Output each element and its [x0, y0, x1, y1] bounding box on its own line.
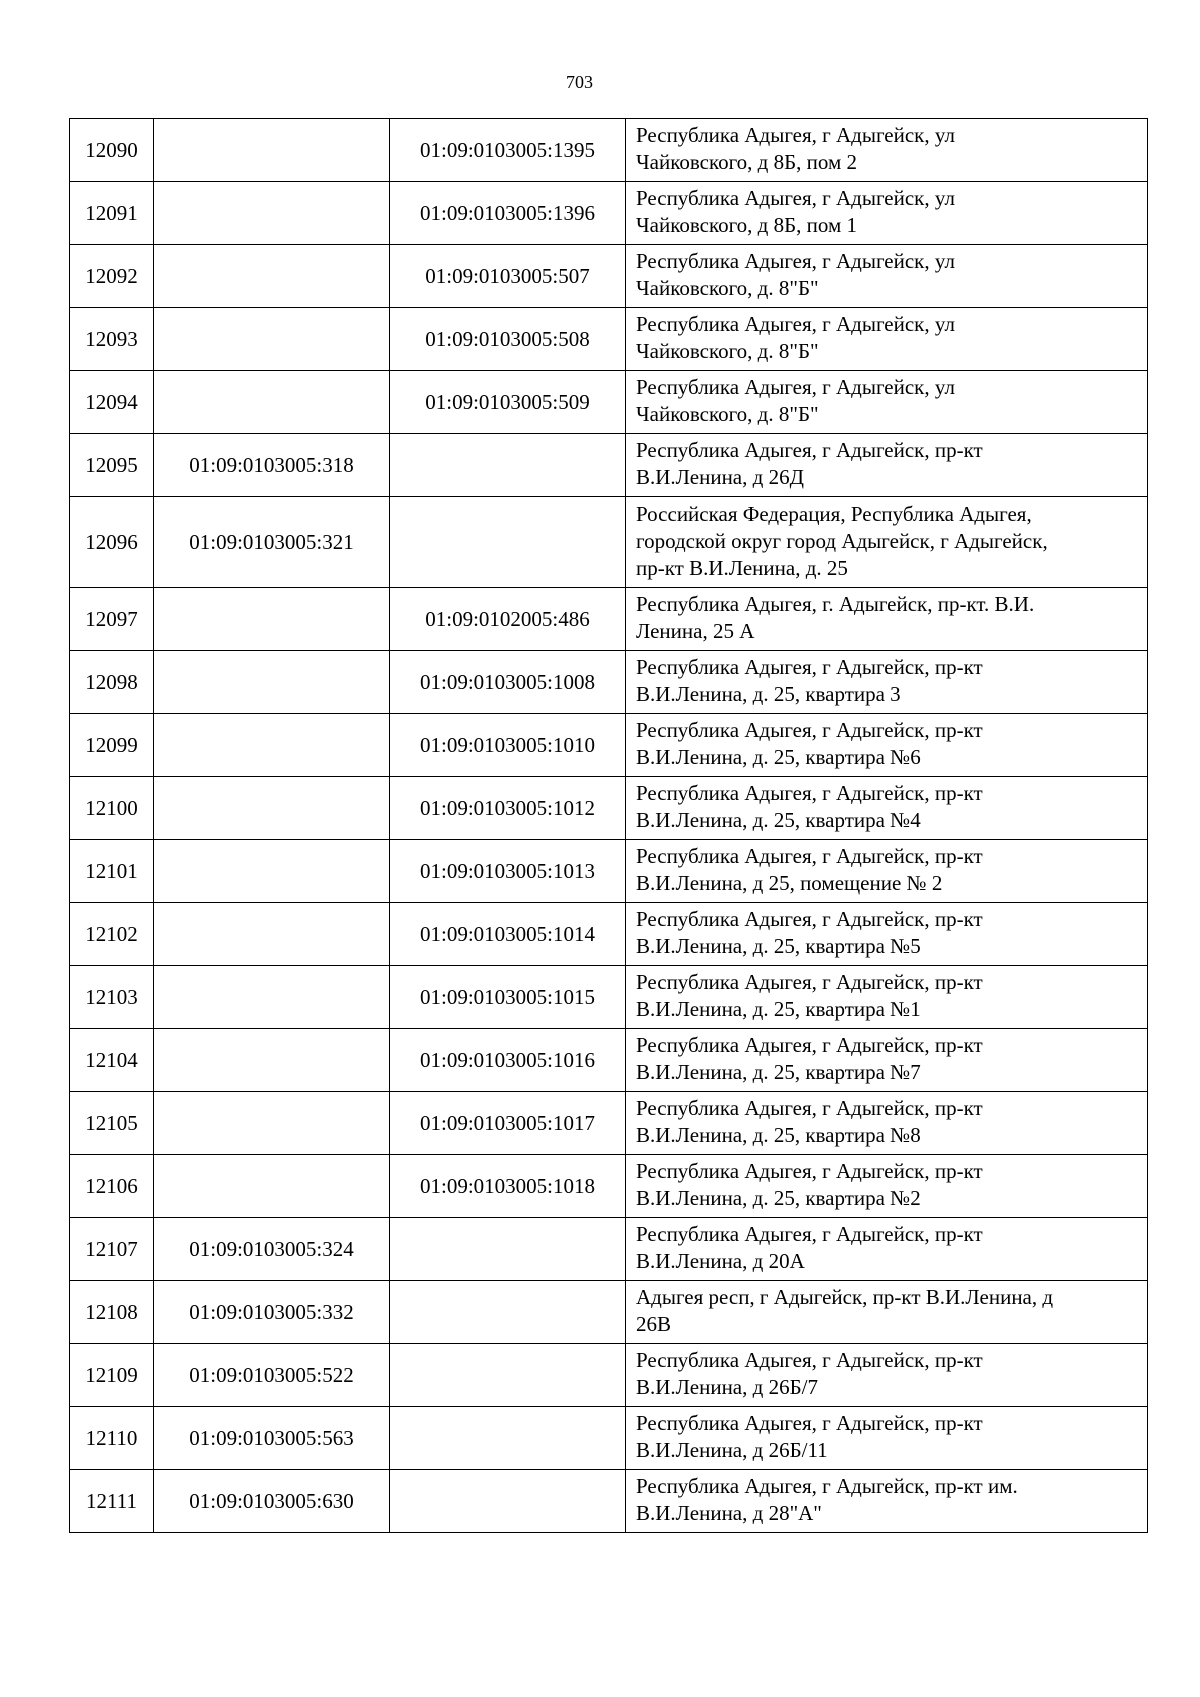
object-cadastral-number-cell — [390, 497, 626, 588]
land-cadastral-number-cell — [154, 245, 390, 308]
address-line: Республика Адыгея, г Адыгейск, ул — [636, 312, 955, 336]
row-number-cell: 12090 — [70, 119, 154, 182]
object-cadastral-number-cell: 01:09:0102005:486 — [390, 588, 626, 651]
address-cell — [626, 1344, 1148, 1407]
address-line: Республика Адыгея, г Адыгейск, ул — [636, 186, 955, 210]
object-cadastral-number-cell: 01:09:0103005:1018 — [390, 1155, 626, 1218]
row-number-cell: 12102 — [70, 903, 154, 966]
table-row — [70, 497, 1148, 588]
address-line: Республика Адыгея, г Адыгейск, пр-кт — [636, 1222, 983, 1246]
object-cadastral-number-cell — [390, 1470, 626, 1533]
object-cadastral-number-cell: 01:09:0103005:1395 — [390, 119, 626, 182]
address-line: В.И.Ленина, д 28"А" — [636, 1501, 822, 1525]
address-cell — [626, 434, 1148, 497]
row-number-cell: 12100 — [70, 777, 154, 840]
address-line: 26В — [636, 1312, 672, 1336]
row-number-cell: 12103 — [70, 966, 154, 1029]
address-cell — [626, 840, 1148, 903]
land-cadastral-number-cell — [154, 1155, 390, 1218]
address-cell — [626, 588, 1148, 651]
object-cadastral-number-cell: 01:09:0103005:1012 — [390, 777, 626, 840]
address-line: В.И.Ленина, д. 25, квартира №8 — [636, 1123, 921, 1147]
row-number-cell: 12108 — [70, 1281, 154, 1344]
table-row — [70, 903, 1148, 966]
row-number-cell: 12091 — [70, 182, 154, 245]
address-cell — [626, 1407, 1148, 1470]
land-cadastral-number-cell — [154, 714, 390, 777]
table-body — [70, 119, 1148, 1533]
row-number-cell: 12110 — [70, 1407, 154, 1470]
object-cadastral-number-cell: 01:09:0103005:1010 — [390, 714, 626, 777]
land-cadastral-number-cell — [154, 651, 390, 714]
address-line: Республика Адыгея, г. Адыгейск, пр-кт. В.И. — [636, 592, 1035, 616]
address-line: городской округ город Адыгейск, г Адыгейск, — [636, 528, 1048, 553]
address-cell — [626, 714, 1148, 777]
land-cadastral-number-cell — [154, 588, 390, 651]
row-number-cell: 12093 — [70, 308, 154, 371]
land-cadastral-number-cell: 01:09:0103005:332 — [154, 1281, 390, 1344]
address-line: Республика Адыгея, г Адыгейск, пр-кт — [636, 907, 983, 931]
land-cadastral-number-cell: 01:09:0103005:563 — [154, 1407, 390, 1470]
address-line: Республика Адыгея, г Адыгейск, пр-кт — [636, 438, 983, 462]
row-number-cell: 12096 — [70, 497, 154, 588]
address-line: Ленина, 25 А — [636, 619, 755, 643]
table-row — [70, 371, 1148, 434]
address-line: В.И.Ленина, д 20А — [636, 1249, 805, 1273]
table-row — [70, 1155, 1148, 1218]
address-line: В.И.Ленина, д. 25, квартира №1 — [636, 997, 921, 1021]
address-line: Чайковского, д 8Б, пом 1 — [636, 213, 858, 237]
address-line: Чайковского, д. 8"Б" — [636, 276, 819, 300]
address-line: Чайковского, д. 8"Б" — [636, 402, 819, 426]
address-line: В.И.Ленина, д. 25, квартира №5 — [636, 934, 921, 958]
table-row — [70, 308, 1148, 371]
address-line: пр-кт В.И.Ленина, д. 25 — [636, 555, 848, 580]
land-cadastral-number-cell — [154, 308, 390, 371]
address-line: Республика Адыгея, г Адыгейск, пр-кт — [636, 1096, 983, 1120]
table-row — [70, 840, 1148, 903]
object-cadastral-number-cell — [390, 1407, 626, 1470]
address-line: Республика Адыгея, г Адыгейск, пр-кт им. — [636, 1474, 1018, 1498]
object-cadastral-number-cell: 01:09:0103005:507 — [390, 245, 626, 308]
address-cell — [626, 1281, 1148, 1344]
table-row — [70, 434, 1148, 497]
address-cell — [626, 966, 1148, 1029]
table-row — [70, 1218, 1148, 1281]
address-line: Республика Адыгея, г Адыгейск, пр-кт — [636, 1033, 983, 1057]
address-line: Республика Адыгея, г Адыгейск, пр-кт — [636, 655, 983, 679]
row-number-cell: 12097 — [70, 588, 154, 651]
table-row — [70, 1407, 1148, 1470]
address-line: Чайковского, д. 8"Б" — [636, 339, 819, 363]
land-cadastral-number-cell: 01:09:0103005:630 — [154, 1470, 390, 1533]
row-number-cell: 12104 — [70, 1029, 154, 1092]
row-number-cell: 12101 — [70, 840, 154, 903]
address-cell — [626, 1470, 1148, 1533]
address-cell — [626, 1092, 1148, 1155]
object-cadastral-number-cell: 01:09:0103005:509 — [390, 371, 626, 434]
land-cadastral-number-cell: 01:09:0103005:318 — [154, 434, 390, 497]
address-line: В.И.Ленина, д. 25, квартира №2 — [636, 1186, 921, 1210]
object-cadastral-number-cell — [390, 1344, 626, 1407]
land-cadastral-number-cell — [154, 182, 390, 245]
row-number-cell: 12098 — [70, 651, 154, 714]
land-cadastral-number-cell — [154, 840, 390, 903]
table-row — [70, 1470, 1148, 1533]
page-number: 703 — [566, 72, 593, 92]
address-line: Республика Адыгея, г Адыгейск, ул — [636, 123, 955, 147]
row-number-cell: 12094 — [70, 371, 154, 434]
address-line: Чайковского, д 8Б, пом 2 — [636, 150, 858, 174]
address-line: В.И.Ленина, д 26Б/11 — [636, 1438, 828, 1462]
object-cadastral-number-cell — [390, 434, 626, 497]
land-cadastral-number-cell — [154, 1092, 390, 1155]
address-cell — [626, 182, 1148, 245]
table-row — [70, 966, 1148, 1029]
address-line: В.И.Ленина, д 26Д — [636, 465, 804, 489]
row-number-cell: 12111 — [70, 1470, 154, 1533]
table-row — [70, 714, 1148, 777]
row-number-cell: 12109 — [70, 1344, 154, 1407]
address-line: В.И.Ленина, д 25, помещение № 2 — [636, 871, 943, 895]
address-cell — [626, 903, 1148, 966]
address-line: Республика Адыгея, г Адыгейск, пр-кт — [636, 781, 983, 805]
object-cadastral-number-cell: 01:09:0103005:1015 — [390, 966, 626, 1029]
table-row — [70, 1092, 1148, 1155]
address-cell — [626, 308, 1148, 371]
address-cell — [626, 371, 1148, 434]
address-cell — [626, 777, 1148, 840]
address-line: Республика Адыгея, г Адыгейск, пр-кт — [636, 1411, 983, 1435]
address-line: Республика Адыгея, г Адыгейск, пр-кт — [636, 1159, 983, 1183]
address-line: Адыгея респ, г Адыгейск, пр-кт В.И.Ленина, д — [636, 1285, 1054, 1309]
address-cell — [626, 1029, 1148, 1092]
table-row — [70, 182, 1148, 245]
table-row — [70, 1281, 1148, 1344]
table-row — [70, 245, 1148, 308]
row-number-cell: 12107 — [70, 1218, 154, 1281]
address-line: В.И.Ленина, д. 25, квартира 3 — [636, 682, 901, 706]
object-cadastral-number-cell: 01:09:0103005:1017 — [390, 1092, 626, 1155]
address-line: Республика Адыгея, г Адыгейск, ул — [636, 249, 955, 273]
land-cadastral-number-cell: 01:09:0103005:324 — [154, 1218, 390, 1281]
object-cadastral-number-cell — [390, 1218, 626, 1281]
address-line: В.И.Ленина, д. 25, квартира №4 — [636, 808, 921, 832]
land-cadastral-number-cell — [154, 371, 390, 434]
address-line: Республика Адыгея, г Адыгейск, ул — [636, 375, 955, 399]
object-cadastral-number-cell: 01:09:0103005:1396 — [390, 182, 626, 245]
address-line: В.И.Ленина, д. 25, квартира №7 — [636, 1060, 921, 1084]
address-cell — [626, 245, 1148, 308]
land-cadastral-number-cell: 01:09:0103005:321 — [154, 497, 390, 588]
property-registry-table — [69, 118, 1148, 1533]
object-cadastral-number-cell: 01:09:0103005:1016 — [390, 1029, 626, 1092]
address-line: Российская Федерация, Республика Адыгея, — [636, 501, 1032, 526]
land-cadastral-number-cell — [154, 1029, 390, 1092]
object-cadastral-number-cell: 01:09:0103005:1008 — [390, 651, 626, 714]
table-row — [70, 1029, 1148, 1092]
table-row — [70, 1344, 1148, 1407]
table-row — [70, 588, 1148, 651]
row-number-cell: 12106 — [70, 1155, 154, 1218]
address-line: Республика Адыгея, г Адыгейск, пр-кт — [636, 718, 983, 742]
address-cell — [626, 651, 1148, 714]
address-line: Республика Адыгея, г Адыгейск, пр-кт — [636, 1348, 983, 1372]
land-cadastral-number-cell — [154, 966, 390, 1029]
table-row — [70, 777, 1148, 840]
row-number-cell: 12105 — [70, 1092, 154, 1155]
land-cadastral-number-cell: 01:09:0103005:522 — [154, 1344, 390, 1407]
row-number-cell: 12099 — [70, 714, 154, 777]
address-line: Республика Адыгея, г Адыгейск, пр-кт — [636, 970, 983, 994]
table-row — [70, 119, 1148, 182]
row-number-cell: 12095 — [70, 434, 154, 497]
object-cadastral-number-cell: 01:09:0103005:508 — [390, 308, 626, 371]
object-cadastral-number-cell: 01:09:0103005:1014 — [390, 903, 626, 966]
address-cell — [626, 497, 1148, 588]
object-cadastral-number-cell — [390, 1281, 626, 1344]
address-cell — [626, 119, 1148, 182]
land-cadastral-number-cell — [154, 777, 390, 840]
address-line: Республика Адыгея, г Адыгейск, пр-кт — [636, 844, 983, 868]
address-cell — [626, 1155, 1148, 1218]
address-line: В.И.Ленина, д 26Б/7 — [636, 1375, 818, 1399]
land-cadastral-number-cell — [154, 903, 390, 966]
address-line: В.И.Ленина, д. 25, квартира №6 — [636, 745, 921, 769]
land-cadastral-number-cell — [154, 119, 390, 182]
address-cell — [626, 1218, 1148, 1281]
row-number-cell: 12092 — [70, 245, 154, 308]
table-row — [70, 651, 1148, 714]
object-cadastral-number-cell: 01:09:0103005:1013 — [390, 840, 626, 903]
